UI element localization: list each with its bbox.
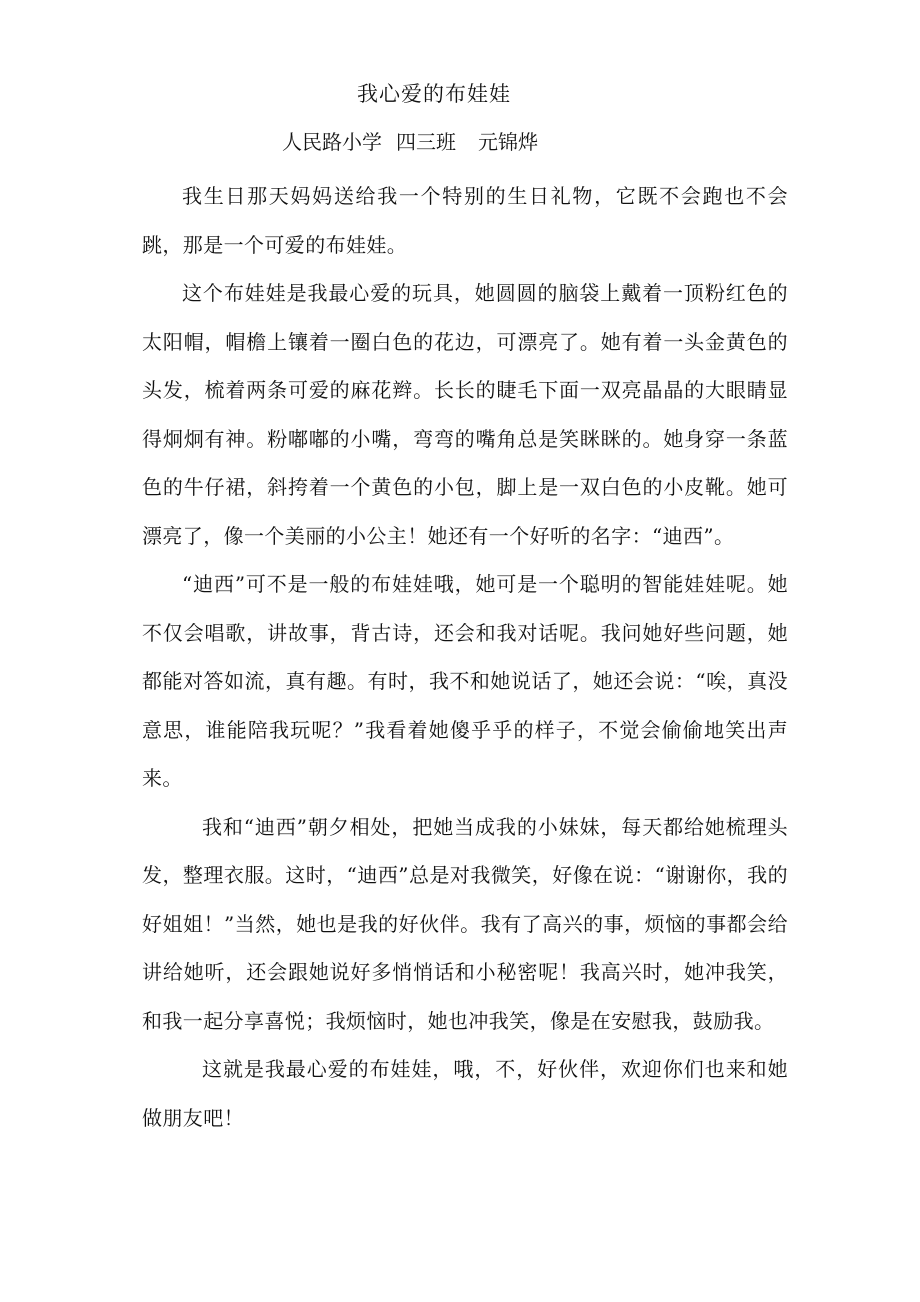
essay-body [142,172,788,1142]
class-name: 四三班 [396,130,456,154]
paragraph-2: 这个布娃娃是我最心爱的玩具，她圆圆的脑袋上戴着一顶粉红色的太阳帽，帽檐上镶着一圈白色的花边，可漂亮了。她有着一头金黄色的头发，梳着两条可爱的麻花辫。长长的睫毛下面一双亮晶晶的大眼睛显得炯炯有神。粉嘟嘟的小嘴，弯弯的嘴角总是笑眯眯的。她身穿一条蓝色的牛仔裙，斜挎着一个黄色的小包，脚上是一双白色的小皮靴。她可漂亮了，像一个美丽的小公主！她还有一个好听的名字：“迪西”。 [142,281,788,548]
author-name: 元锦烨 [478,130,538,154]
essay-title: 我心爱的布娃娃 [357,82,511,106]
paragraph-3: “迪西”可不是一般的布娃娃哦，她可是一个聪明的智能娃娃呢。她不仅会唱歌，讲故事，背古诗，还会和我对话呢。我问她好些问题，她都能对答如流，真有趣。有时，我不和她说话了，她还会说：“唉，真没意思，谁能陪我玩呢？”我看着她傻乎乎的样子，不觉会偷偷地笑出声来。 [142,572,788,790]
paragraph-5: 这就是我最心爱的布娃娃，哦，不，好伙伴，欢迎你们也来和她做朋友吧！ [142,1057,788,1130]
paragraph-4: 我和“迪西”朝夕相处，把她当成我的小妹妹，每天都给她梳理头发，整理衣服。这时，“迪西”总是对我微笑，好像在说：“谢谢你，我的好姐姐！”当然，她也是我的好伙伴。我有了高兴的事，烦恼的事都会给讲给她听，还会跟她说好多悄悄话和小秘密呢！我高兴时，她冲我笑，和我一起分享喜悦；我烦恼时，她也冲我笑，像是在安慰我，鼓励我。 [142,814,788,1033]
paragraph-1: 我生日那天妈妈送给我一个特别的生日礼物，它既不会跑也不会跳，那是一个可爱的布娃娃。 [142,184,788,257]
byline [282,126,538,158]
school-name: 人民路小学 [282,130,382,154]
